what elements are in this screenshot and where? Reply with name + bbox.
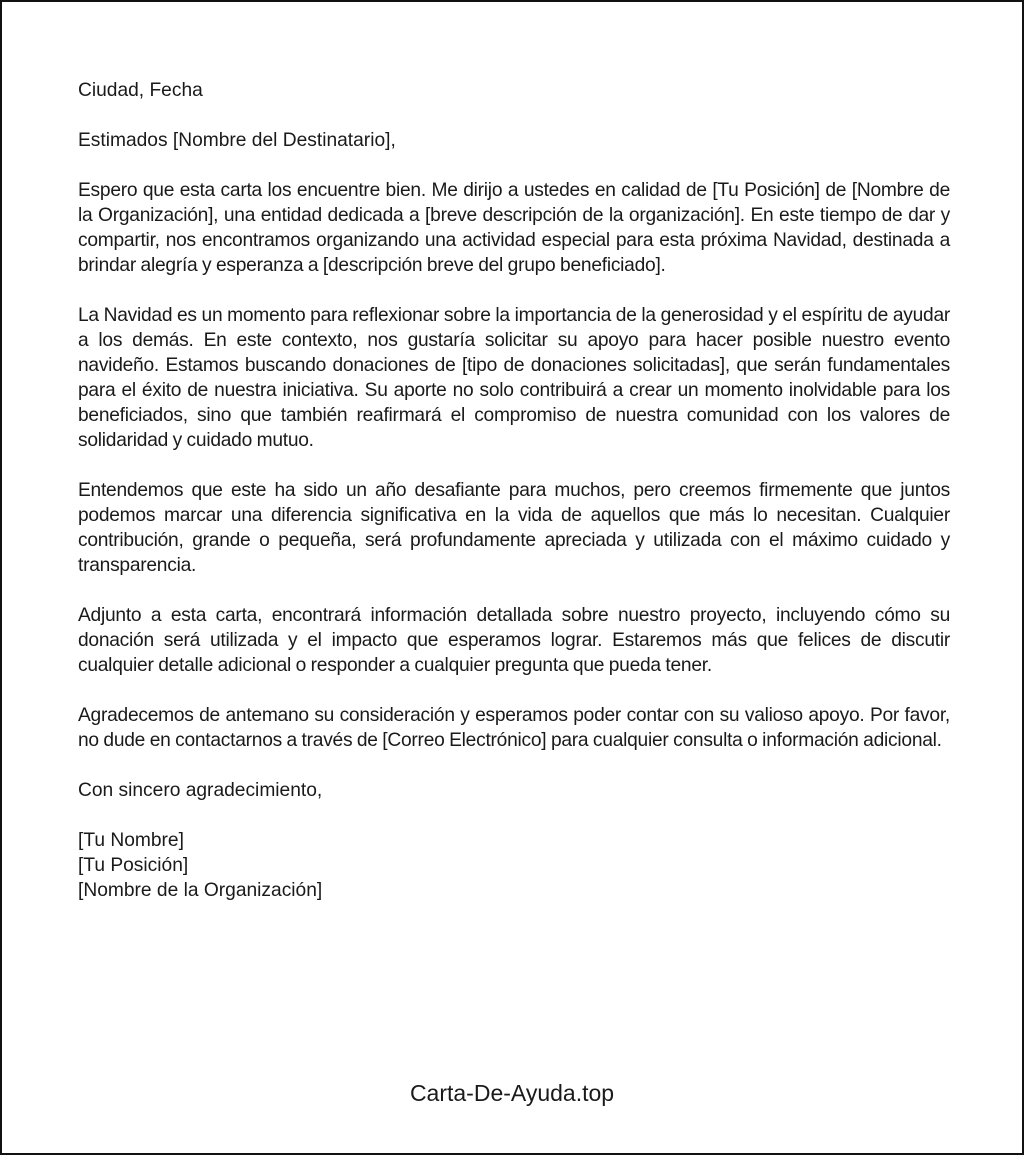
salutation: Estimados [Nombre del Destinatario], (78, 130, 396, 151)
signature-name: [Tu Nombre] (78, 830, 184, 851)
paragraph-appreciation: Entendemos que este ha sido un año desafiante para muchos, pero creemos firmemente que juntos podemos marcar una diferencia significativa en la vida de aquellos que más lo necesitan. Cualquier contribución, grande o pequeña, será profundamente apreciada y utilizada con el máximo cuidado y transparencia. (78, 480, 950, 576)
signature-block (78, 828, 950, 903)
paragraph-intro: Espero que esta carta los encuentre bien. Me dirijo a ustedes en calidad de [Tu Posición] de [Nombre de la Organización], una entidad dedicada a [breve descripción de la organización]. En este tiempo de dar y compartir, nos encontramos organizando una actividad especial para esta próxima Navidad, destinada a brindar alegría y esperanza a [descripción breve del grupo beneficiado]. (78, 180, 950, 276)
paragraph-request: La Navidad es un momento para reflexionar sobre la importancia de la generosidad y el espíritu de ayudar a los demás. En este contexto, nos gustaría solicitar su apoyo para hacer posible nuestro evento navideño. Estamos buscando donaciones de [tipo de donaciones solicitadas], que serán fundamentales para el éxito de nuestra iniciativa. Su aporte no solo contribuirá a crear un momento inolvidable para los beneficiados, sino que también reafirmará el compromiso de nuestra comunidad con los valores de solidaridad y cuidado mutuo. (78, 305, 950, 451)
place-date: Ciudad, Fecha (78, 80, 203, 101)
paragraph-attachment: Adjunto a esta carta, encontrará información detallada sobre nuestro proyecto, incluyendo cómo su donación será utilizada y el impacto que esperamos lograr. Estaremos más que felices de discutir cualquier detalle adicional o responder a cualquier pregunta que pueda tener. (78, 605, 950, 676)
paragraph-contact: Agradecemos de antemano su consideración y esperamos poder contar con su valioso apoyo. Por favor, no dude en contactarnos a través de [Correo Electrónico] para cualquier consulta o información adicional. (78, 705, 950, 751)
footer-site-label: Carta-De-Ayuda.top (409, 1080, 615, 1106)
signature-position: [Tu Posición] (78, 855, 189, 876)
letter-body (78, 78, 950, 903)
closing: Con sincero agradecimiento, (78, 780, 323, 801)
signature-organization: [Nombre de la Organización] (78, 880, 323, 901)
